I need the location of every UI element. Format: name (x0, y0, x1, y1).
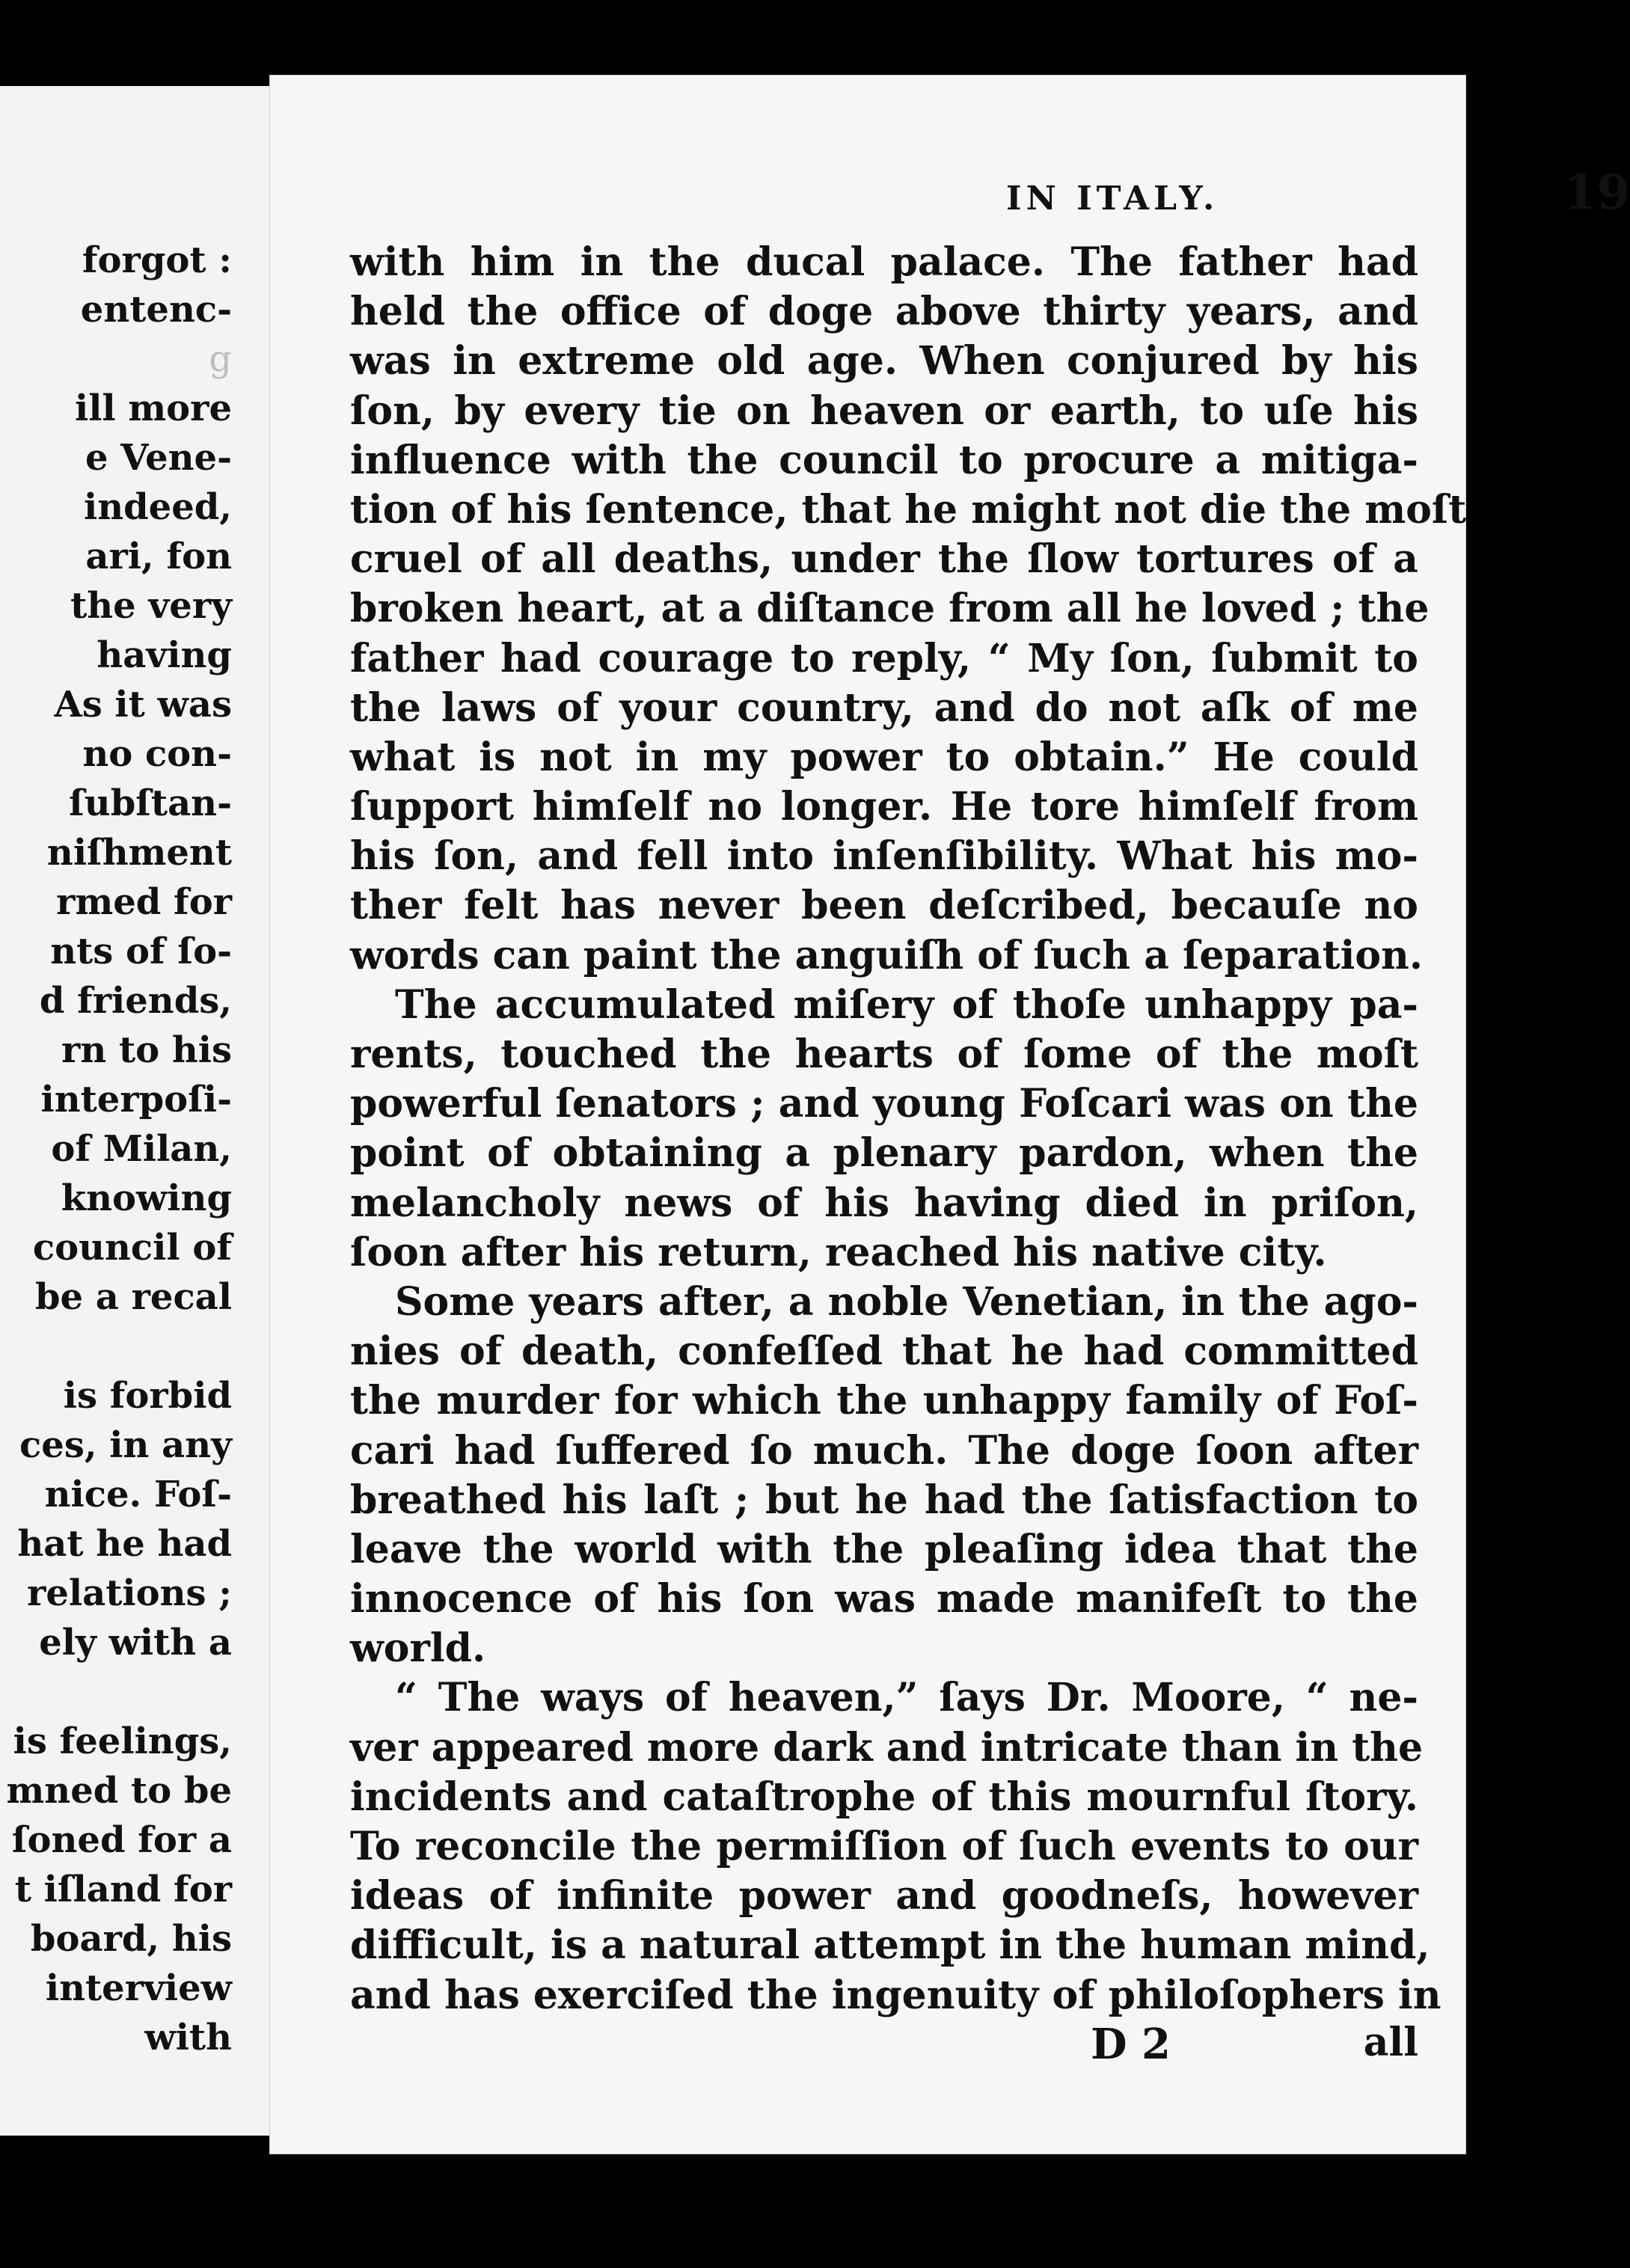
left-page-line: having (96, 634, 232, 676)
text-line: broken heart, at a diſtance from all he loved ; the (350, 586, 1430, 632)
right-page (269, 75, 1630, 2154)
text-line: “ The ways of heaven,” ſays Dr. Moore, “ ne- (395, 1675, 1418, 1721)
text-line: father had courage to reply, “ My ſon, ſubmit to (350, 635, 1418, 681)
text-line: powerful ſenators ; and young Foſcari was on the (350, 1081, 1418, 1127)
text-line: tion of his ſentence, that he might not die the moſt (350, 486, 1467, 533)
text-line: ther felt has never been deſcribed, becauſe no (350, 883, 1418, 929)
left-page-line: mned to be (6, 1770, 232, 1812)
text-line: leave the world with the pleaſing idea that the (350, 1526, 1418, 1572)
text-line: rents, touched the hearts of ſome of the moſt (350, 1032, 1418, 1077)
left-page-line (7, 1322, 233, 1371)
page-footer (350, 2020, 1418, 2072)
left-page-line: ill more (74, 387, 232, 429)
left-page-line: of Milan, (51, 1128, 232, 1170)
text-line: ſupport himſelf no longer. He tore himſelf from (350, 784, 1418, 830)
left-page-line: relations ; (27, 1572, 232, 1614)
text-line: influence with the council to procure a mitiga- (350, 437, 1418, 483)
left-page-line: nice. Foſ- (44, 1474, 232, 1515)
left-page-line: rmed for (56, 881, 232, 923)
text-line: Some years after, a noble Venetian, in the ago- (395, 1278, 1418, 1325)
left-page-line: is feelings, (13, 1720, 232, 1762)
text-line: with him in the ducal palace. The father had (350, 239, 1418, 285)
left-page-line: council of (32, 1227, 232, 1269)
text-line: cruel of all deaths, under the ſlow tortures of a (350, 536, 1418, 583)
text-line: innocence of his ſon was made manifeſt to the (350, 1576, 1418, 1622)
text-line: ſon, by every tie on heaven or earth, to uſe his (350, 387, 1418, 434)
text-line: To reconcile the permiſſion of ſuch events to our (350, 1824, 1418, 1869)
text-line: what is not in my power to obtain.” He could (350, 734, 1418, 780)
left-page-line: board, his (30, 1918, 232, 1960)
left-page-line: niſhment (46, 832, 232, 874)
text-line: point of obtaining a plenary pardon, when the (350, 1130, 1418, 1177)
text-line: breathed his laſt ; but he had the ſatisfaction to (350, 1477, 1418, 1523)
text-line: incidents and cataſtrophe of this mournful ſtory. (350, 1774, 1418, 1820)
left-page-line: interview (45, 1967, 232, 2009)
left-page-line: forgot : (82, 239, 232, 281)
left-page-line: g (209, 338, 232, 380)
text-line: ſoon after his return, reached his native city. (350, 1229, 1327, 1275)
text-line: difficult, is a natural attempt in the human mind, (350, 1922, 1430, 1969)
text-line: was in extreme old age. When conjured by his (350, 338, 1418, 384)
left-page-line: nts of ſo- (50, 931, 232, 972)
text-line: melancholy news of his having died in priſon, (350, 1180, 1418, 1226)
left-page-line: t iſland for (14, 1869, 232, 1910)
catchword: all (1363, 2020, 1418, 2065)
left-page-line: knowing (61, 1177, 232, 1219)
text-line: the murder for which the unhappy family of Foſ- (350, 1378, 1418, 1424)
text-line: The accumulated miſery of thoſe unhappy pa- (395, 981, 1418, 1028)
page-number: 19 (1563, 165, 1630, 221)
left-page-line: no con- (82, 733, 232, 775)
text-line: and has exerciſed the ingenuity of philoſophers in (350, 1972, 1441, 2018)
text-line: the laws of your country, and do not aſk of me (350, 684, 1418, 731)
left-page-line: indeed, (83, 486, 232, 528)
text-line: his ſon, and fell into inſenſibility. What his mo- (350, 833, 1418, 880)
text-line: ver appeared more dark and intricate than in the (350, 1724, 1424, 1771)
left-page-line: As it was (54, 684, 232, 726)
running-head: IN ITALY. (1006, 180, 1219, 218)
text-line: ideas of infinite power and goodneſs, however (350, 1873, 1418, 1919)
left-page-line: be a recal (34, 1276, 232, 1318)
left-page-text (7, 236, 233, 2062)
left-page-line: with (144, 2017, 232, 2059)
left-page-line: interpoſi- (40, 1079, 232, 1121)
left-page-line: entenc- (80, 289, 232, 331)
left-page-line: rn to his (61, 1029, 232, 1071)
left-page-line: d friends, (39, 980, 232, 1022)
text-line: words can paint the anguiſh of ſuch a ſeparation. (350, 932, 1423, 978)
left-page-line (7, 1667, 233, 1717)
left-page-line: ely with a (39, 1622, 232, 1664)
left-page (0, 86, 277, 2136)
left-page-line: ari, fon (85, 536, 232, 577)
left-page-line: is forbid (63, 1375, 232, 1417)
left-page-line: e Vene- (85, 437, 232, 479)
text-line: world. (350, 1625, 486, 1672)
text-line: held the office of doge above thirty years, and (350, 289, 1418, 335)
left-page-line: hat he had (17, 1523, 232, 1565)
signature-mark: D 2 (1091, 2020, 1171, 2069)
left-page-line: the very (70, 585, 232, 627)
text-line: cari had ſuffered ſo much. The doge ſoon after (350, 1427, 1418, 1474)
text-line: nies of death, confeſſed that he had committed (350, 1328, 1418, 1375)
body-text (350, 238, 1467, 2020)
left-page-line: ces, in any (19, 1424, 232, 1466)
left-page-line: ſubſtan- (69, 782, 232, 824)
left-page-line: ſoned for a (11, 1819, 232, 1861)
